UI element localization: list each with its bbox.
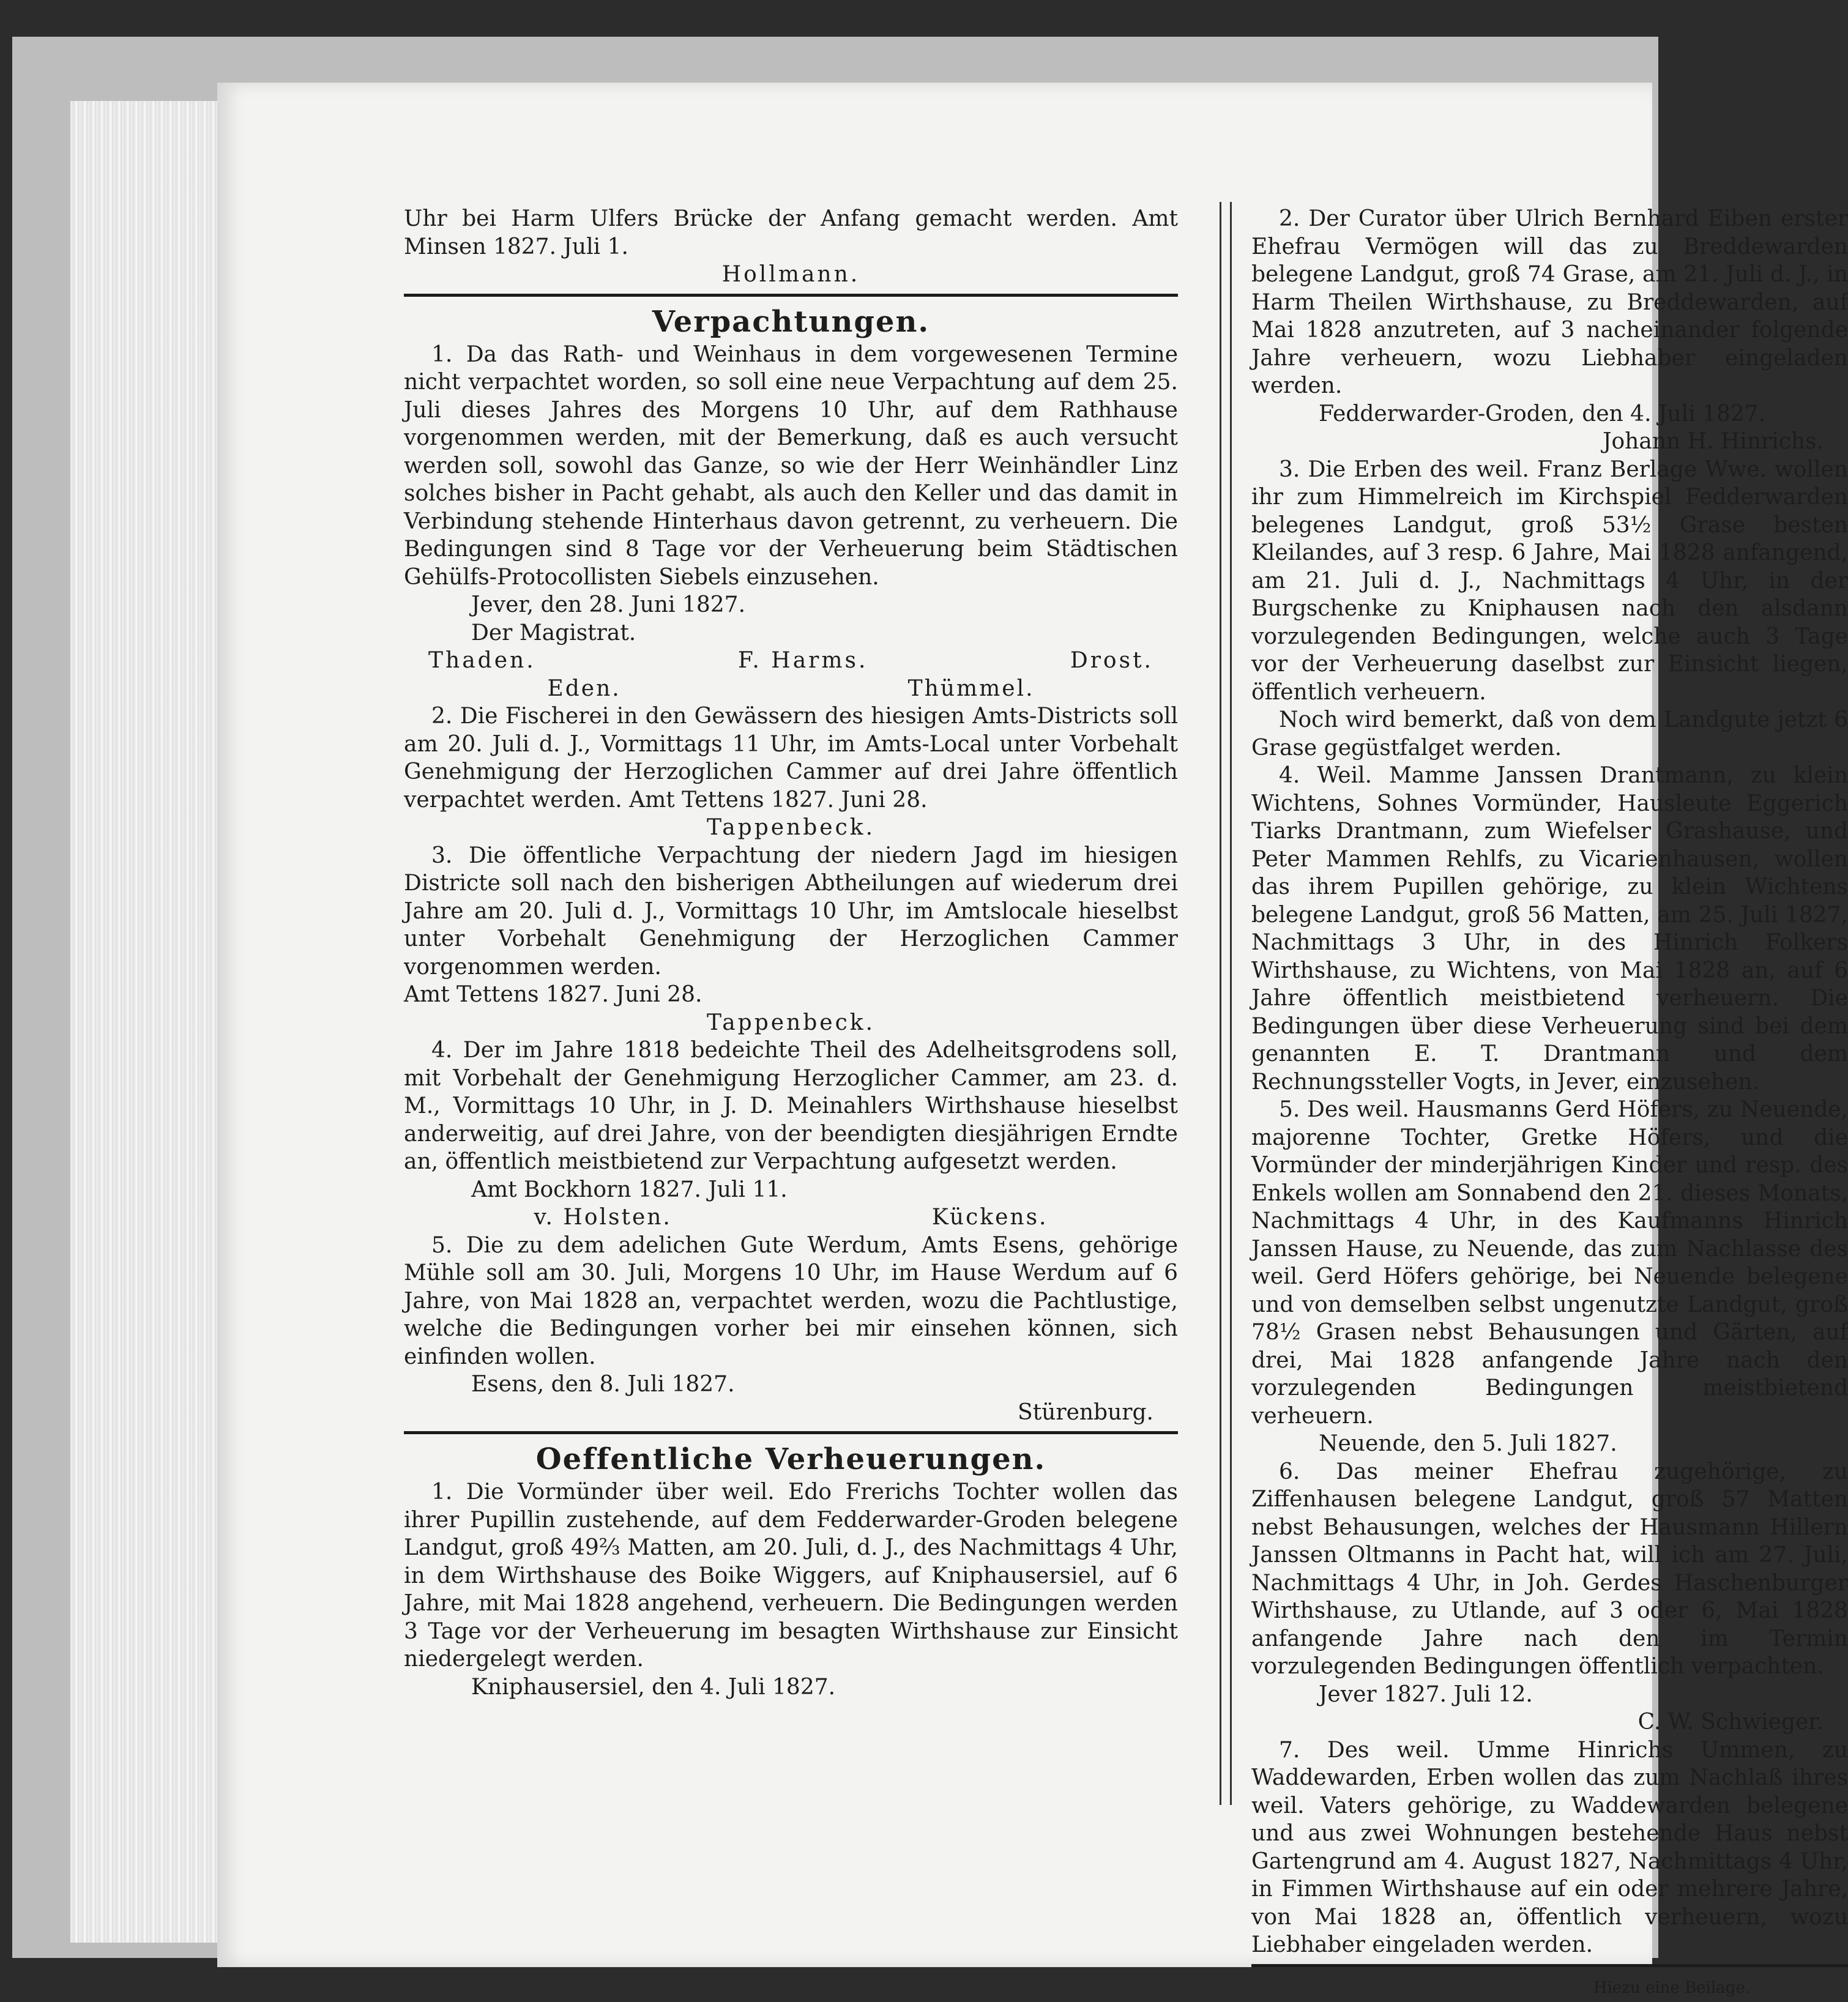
continuation-signature: Hollmann. — [404, 261, 1178, 289]
footer-rule — [1251, 1964, 1848, 1967]
notice-v1-body: Der Magistrat. — [404, 619, 1178, 647]
notice-h4: 4. Weil. Mamme Janssen Drantmann, zu klein Wichtens, Sohnes Vormünder, Hausleute Eggerich Tiarks Drantmann, zum Wiefelser Grashause, und Peter Mammen Rehlfs, zu Vicarienhausen, wollen das ihrem Pupillen gehörige, zu klein Wichtens belegene Landgut, groß 56 Matten, am 25. Juli 1827, Nachmittags 3 Uhr, in des Hinrich Folkers Wirthshause, zu Wichtens, von Mai 1828 an, auf 6 Jahre öffentlich meistbietend verheuern. Die Bedingungen über diese Verheuerung sind bei dem genannten E. T. Drantmann und dem Rechnungssteller Vogts, in Jever, einzusehen. — [1251, 762, 1848, 1096]
notice-h6: 6. Das meiner Ehefrau zugehörige, zu Ziffenhausen belegene Landgut, groß 57 Matten nebst Behausungen, welches der Hausmann Hillern Janssen Oltmanns in Pacht hat, will ich am 27. Juli, Nachmittags 4 Uhr, in Joh. Gerdes Haschenburger Wirthshause, zu Utlande, auf 3 oder 6, Mai 1828 anfangende Jahre nach den im Termin vorzulegenden Bedingungen öffentlich verpachten. — [1251, 1458, 1848, 1681]
notice-h6-date: Jever 1827. Juli 12. — [1251, 1681, 1848, 1709]
notice-h5-date: Neuende, den 5. Juli 1827. — [1251, 1430, 1848, 1458]
notice-v4-date: Amt Bockhorn 1827. Juli 11. — [404, 1176, 1178, 1204]
notice-v3: 3. Die öffentliche Verpachtung der niedern Jagd im hiesigen Districte soll nach den bisherigen Abtheilungen auf wiederum drei Jahre am 20. Juli d. J., Vormittags 10 Uhr, im Amtslocale hieselbst unter Vorbehalt Genehmigung der Herzoglichen Cammer vorgenommen werden. — [404, 842, 1178, 981]
notice-h5: 5. Des weil. Hausmanns Gerd Höfers, zu Neuende, majorenne Tochter, Gretke Höfers, und die Vormünder der minderjährigen Kinder und resp. des Enkels wollen am Sonnabend den 21. dieses Monats, Nachmittags 4 Uhr, in des Kaufmanns Hinrich Janssen Hause, zu Neuende, das zum Nachlasse des weil. Gerd Höfers gehörige, bei Neuende belegene und von demselben selbst ungenutzte Landgut, groß 78½ Grasen nebst Behausungen und Gärten, auf drei, Mai 1828 anfangende Jahre nach den vorzulegenden Bedingungen meistbietend verheuern. — [1251, 1096, 1848, 1430]
page-edges — [70, 101, 219, 1943]
notice-h2-date: Fedderwarder-Groden, den 4. Juli 1827. — [1251, 400, 1848, 428]
heading-verheuerungen: Oeffentliche Verheuerungen. — [404, 1440, 1178, 1478]
book-scan — [12, 37, 1658, 1958]
notice-v3-signature: Tappenbeck. — [404, 1009, 1178, 1037]
notice-v5-signature: Stürenburg. — [404, 1399, 1178, 1427]
notice-v1-signatures-2 — [404, 675, 1178, 703]
notice-v5: 5. Die zu dem adelichen Gute Werdum, Amts Esens, gehörige Mühle soll am 30. Juli, Morgens 10 Uhr, im Hause Werdum auf 6 Jahre, von Mai 1828 an, verpachtet werden, wozu die Pachtlustige, welche die Bedingungen vorher bei mir einsehen können, sich einfinden wollen. — [404, 1232, 1178, 1371]
signature: Drost. — [1070, 647, 1153, 675]
notice-v3-date: Amt Tettens 1827. Juni 28. — [404, 981, 1178, 1009]
notice-h1-date: Kniphausersiel, den 4. Juli 1827. — [404, 1673, 1178, 1702]
section-rule — [404, 294, 1178, 297]
signature: F. Harms. — [738, 647, 868, 675]
signature: Thaden. — [428, 647, 536, 675]
notice-h7: 7. Des weil. Umme Hinrichs Ummen, zu Waddewarden, Erben wollen das zum Nachlaß ihres weil. Vaters gehörige, zu Waddewarden belegene und aus zwei Wohnungen bestehende Haus nebst Gartengrund am 4. August 1827, Nachmittags 4 Uhr, in Fimmen Wirthshause auf ein oder mehrere Jahre, von Mai 1828 an, öffentlich verheuern, wozu Liebhaber eingeladen werden. — [1251, 1736, 1848, 1959]
notice-v1-signatures — [404, 647, 1178, 675]
notice-v4: 4. Der im Jahre 1818 bedeichte Theil des Adelheitsgrodens soll, mit Vorbehalt der Genehmigung Herzoglicher Cammer, am 23. d. M., Vormittags 10 Uhr, in J. D. Meinahlers Wirthshause hieselbst anderweitig, auf drei Jahre, von der beendigten diesjährigen Erndte an, öffentlich meistbietend zur Verpachtung aufgesetzt werden. — [404, 1036, 1178, 1176]
notice-v1: 1. Da das Rath- und Weinhaus in dem vorgewesenen Termine nicht verpachtet worden, so soll eine neue Verpachtung auf dem 25. Juli dieses Jahres des Morgens 10 Uhr, auf dem Rathhause vorgenommen werden, mit der Bemerkung, daß es auch versucht werden soll, sowohl das Ganze, so wie der Herr Weinhändler Linz solches bisher in Pacht gehabt, als auch den Keller und das damit in Verbindung stehende Hinterhaus davon getrennt, zu verheuern. Die Bedingungen sind 8 Tage vor der Verheuerung beim Städtischen Gehülfs-Protocollisten Siebels einzusehen. — [404, 341, 1178, 592]
right-column — [1251, 205, 1848, 2002]
beilage-note: Hiezu eine Beilage. — [1251, 1974, 1848, 2002]
notice-h2: 2. Der Curator über Ulrich Bernhard Eiben erster Ehefrau Vermögen will das zu Breddewarden belegene Landgut, groß 74 Grase, am 21. Juli d. J., in Harm Theilen Wirthshause, zu Breddewarden, auf Mai 1828 anzutreten, auf 3 nacheinander folgende Jahre verheuern, wozu Liebhaber eingeladen werden. — [1251, 205, 1848, 400]
continuation-text: Uhr bei Harm Ulfers Brücke der Anfang gemacht werden. Amt Minsen 1827. Juli 1. — [404, 205, 1178, 261]
signature: v. Holsten. — [534, 1204, 671, 1232]
notice-v2: 2. Die Fischerei in den Gewässern des hiesigen Amts-Districts soll am 20. Juli d. J., Vormittags 11 Uhr, im Amts-Local unter Vorbehalt Genehmigung der Herzoglichen Cammer auf drei Jahre öffentlich verpachtet werden. Amt Tettens 1827. Juni 28. — [404, 702, 1178, 814]
notice-h3: 3. Die Erben des weil. Franz Berlage Wwe. wollen ihr zum Himmelreich im Kirchspiel Fedderwarden belegenes Landgut, groß 53½ Grase besten Kleilandes, auf 3 resp. 6 Jahre, Mai 1828 anfangend, am 21. Juli d. J., Nachmittags 4 Uhr, in der Burgschenke zu Kniphausen nach den alsdann vorzulegenden Bedingungen, welche auch 3 Tage vor der Verheuerung daselbst zur Einsicht liegen, öffentlich verheuern. — [1251, 456, 1848, 707]
notice-v2-signature: Tappenbeck. — [404, 814, 1178, 842]
notice-h1: 1. Die Vormünder über weil. Edo Frerichs Tochter wollen das ihrer Pupillin zustehende, auf dem Fedderwarder-Groden belegene Landgut, groß 49⅔ Matten, am 20. Juli, d. J., des Nachmittags 4 Uhr, in dem Wirthshause des Boike Wiggers, auf Kniphausersiel, auf 6 Jahre, mit Mai 1828 angehend, verheuern. Die Bedingungen werden 3 Tage vor der Verheuerung im besagten Wirthshause zur Einsicht niedergelegt werden. — [404, 1478, 1178, 1673]
newspaper-page — [217, 83, 1652, 1967]
signature: Kückens. — [932, 1204, 1048, 1232]
left-column — [404, 205, 1178, 1701]
column-divider — [1220, 202, 1232, 1805]
notice-h2-signature: Johann H. Hinrichs. — [1251, 428, 1848, 456]
notice-v5-date: Esens, den 8. Juli 1827. — [404, 1371, 1178, 1399]
notice-v4-signatures — [404, 1204, 1178, 1232]
heading-verpachtungen: Verpachtungen. — [404, 303, 1178, 341]
signature: Eden. — [547, 675, 620, 703]
section-rule — [404, 1431, 1178, 1434]
notice-h3-note: Noch wird bemerkt, daß von dem Landgute jetzt 6 Grase gegüstfalget werden. — [1251, 706, 1848, 762]
notice-v1-date: Jever, den 28. Juni 1827. — [404, 591, 1178, 619]
notice-h6-signature: C. W. Schwieger. — [1251, 1708, 1848, 1736]
signature: Thümmel. — [908, 675, 1035, 703]
